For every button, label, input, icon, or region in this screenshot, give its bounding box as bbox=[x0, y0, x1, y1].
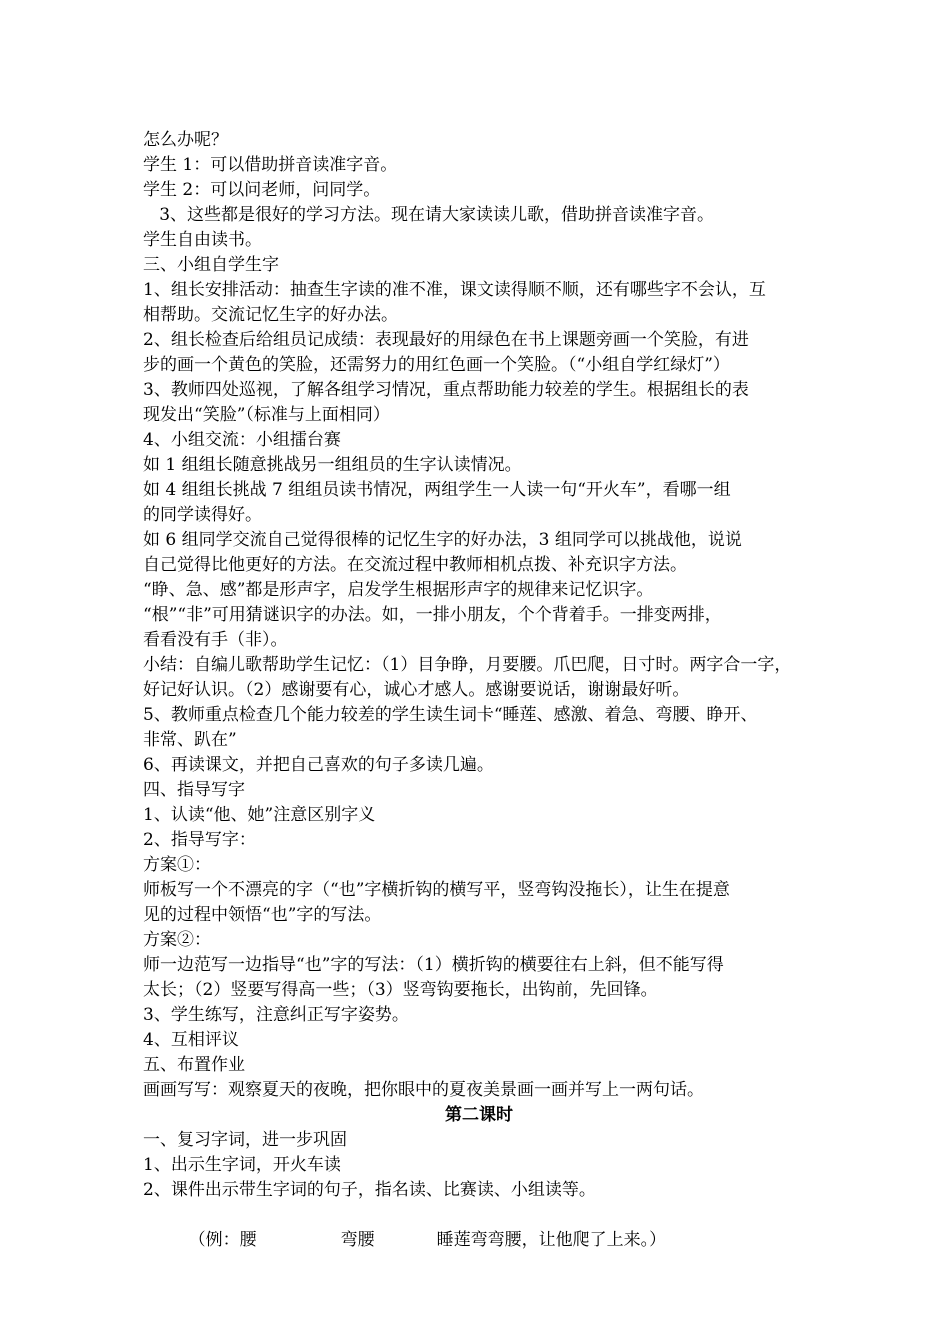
text-line: 1、组长安排活动：抽查生字读的准不准，课文读得顺不顺，还有哪些字不会认，互 bbox=[143, 280, 766, 300]
document-page bbox=[143, 128, 815, 1278]
text-line: 2、组长检查后给组员记成绩：表现最好的用绿色在书上课题旁画一个笑脸，有进 bbox=[143, 330, 749, 350]
text-line: “睁、急、感”都是形声字，启发学生根据形声字的规律来记忆识字。 bbox=[143, 580, 654, 600]
text-line: 学生 2：可以问老师，问同学。 bbox=[143, 180, 381, 200]
text-line: 2、指导写字： bbox=[143, 830, 256, 850]
text-line: 的同学读得好。 bbox=[143, 505, 262, 525]
text-line: 自己觉得比他更好的方法。在交流过程中教师相机点拨、补充识字方法。 bbox=[143, 555, 687, 575]
text-line: 三、小组自学生字 bbox=[143, 255, 279, 275]
text-line: 一、复习字词，进一步巩固 bbox=[143, 1130, 347, 1150]
text-line: 2、课件出示带生字词的句子，指名读、比赛读、小组读等。 bbox=[143, 1180, 596, 1200]
text-line: 五、布置作业 bbox=[143, 1055, 245, 1075]
text-line: 现发出“笑脸”（标准与上面相同） bbox=[143, 405, 390, 425]
text-line: 如 6 组同学交流自己觉得很棒的记忆生字的好办法，3 组同学可以挑战他，说说 bbox=[143, 530, 742, 550]
text-line: 6、再读课文，并把自己喜欢的句子多读几遍。 bbox=[143, 755, 494, 775]
text-line: 4、小组交流：小组擂台赛 bbox=[143, 430, 341, 450]
text-line: 如 4 组组长挑战 7 组组员读书情况，两组学生一人读一句“开火车”，看哪一组 bbox=[143, 480, 731, 500]
text-line: 学生 1：可以借助拼音读准字音。 bbox=[143, 155, 398, 175]
text-line: 怎么办呢？ bbox=[143, 130, 228, 150]
text-line: 3、学生练写，注意纠正写字姿势。 bbox=[143, 1005, 409, 1025]
example-phrase: 弯腰 bbox=[340, 1230, 375, 1250]
text-line: 见的过程中领悟“也”字的写法。 bbox=[143, 905, 382, 925]
text-line: 步的画一个黄色的笑脸，还需努力的用红色画一个笑脸。（“小组自学红绿灯”） bbox=[143, 355, 730, 375]
example-word: （例：腰 bbox=[188, 1230, 257, 1250]
text-line: 小结：自编儿歌帮助学生记忆：（1）目争睁，月要腰。爪巴爬，日寸时。两字合一字， bbox=[143, 655, 792, 675]
text-line: 太长；（2）竖要写得高一些；（3）竖弯钩要拖长，出钩前，先回锋。 bbox=[143, 980, 658, 1000]
text-line: 5、教师重点检查几个能力较差的学生读生词卡“睡莲、感激、着急、弯腰、睁开、 bbox=[143, 705, 758, 725]
section-heading: 第二课时 bbox=[445, 1105, 513, 1125]
text-line: 3、教师四处巡视，了解各组学习情况，重点帮助能力较差的学生。根据组长的表 bbox=[143, 380, 749, 400]
text-line: 好记好认识。（2）感谢要有心，诚心才感人。感谢要说话，谢谢最好听。 bbox=[143, 680, 690, 700]
text-line: 四、指导写字 bbox=[143, 780, 245, 800]
text-line: 师板写一个不漂亮的字（“也”字横折钩的横写平，竖弯钩没拖长），让生在提意 bbox=[143, 880, 730, 900]
text-line: 方案②： bbox=[143, 930, 211, 950]
body-text-block bbox=[143, 128, 815, 1103]
text-line: 4、互相评议 bbox=[143, 1030, 239, 1050]
example-line bbox=[143, 1203, 815, 1278]
text-line: “根”“非”可用猜谜识字的办法。如，一排小朋友，个个背着手。一排变两排， bbox=[143, 605, 722, 625]
text-line: 学生自由读书。 bbox=[143, 230, 262, 250]
text-line: 3、这些都是很好的学习方法。现在请大家读读儿歌，借助拼音读准字音。 bbox=[143, 205, 715, 225]
text-line: 师一边范写一边指导“也”字的写法：（1）横折钩的横要往右上斜，但不能写得 bbox=[143, 955, 724, 975]
text-line: 1、出示生字词，开火车读 bbox=[143, 1155, 341, 1175]
body-text-block-2 bbox=[143, 1128, 815, 1203]
text-line: 画画写写：观察夏天的夜晚，把你眼中的夏夜美景画一画并写上一两句话。 bbox=[143, 1080, 704, 1100]
text-line: 看看没有手（非）。 bbox=[143, 630, 288, 650]
text-line: 非常、趴在” bbox=[143, 730, 237, 750]
example-sentence: 睡莲弯弯腰，让他爬了上来。） bbox=[436, 1230, 667, 1250]
text-line: 方案①： bbox=[143, 855, 211, 875]
text-line: 1、认读“他、她”注意区别字义 bbox=[143, 805, 376, 825]
text-line: 如 1 组组长随意挑战另一组组员的生字认读情况。 bbox=[143, 455, 522, 475]
text-line: 相帮助。交流记忆生字的好办法。 bbox=[143, 305, 398, 325]
